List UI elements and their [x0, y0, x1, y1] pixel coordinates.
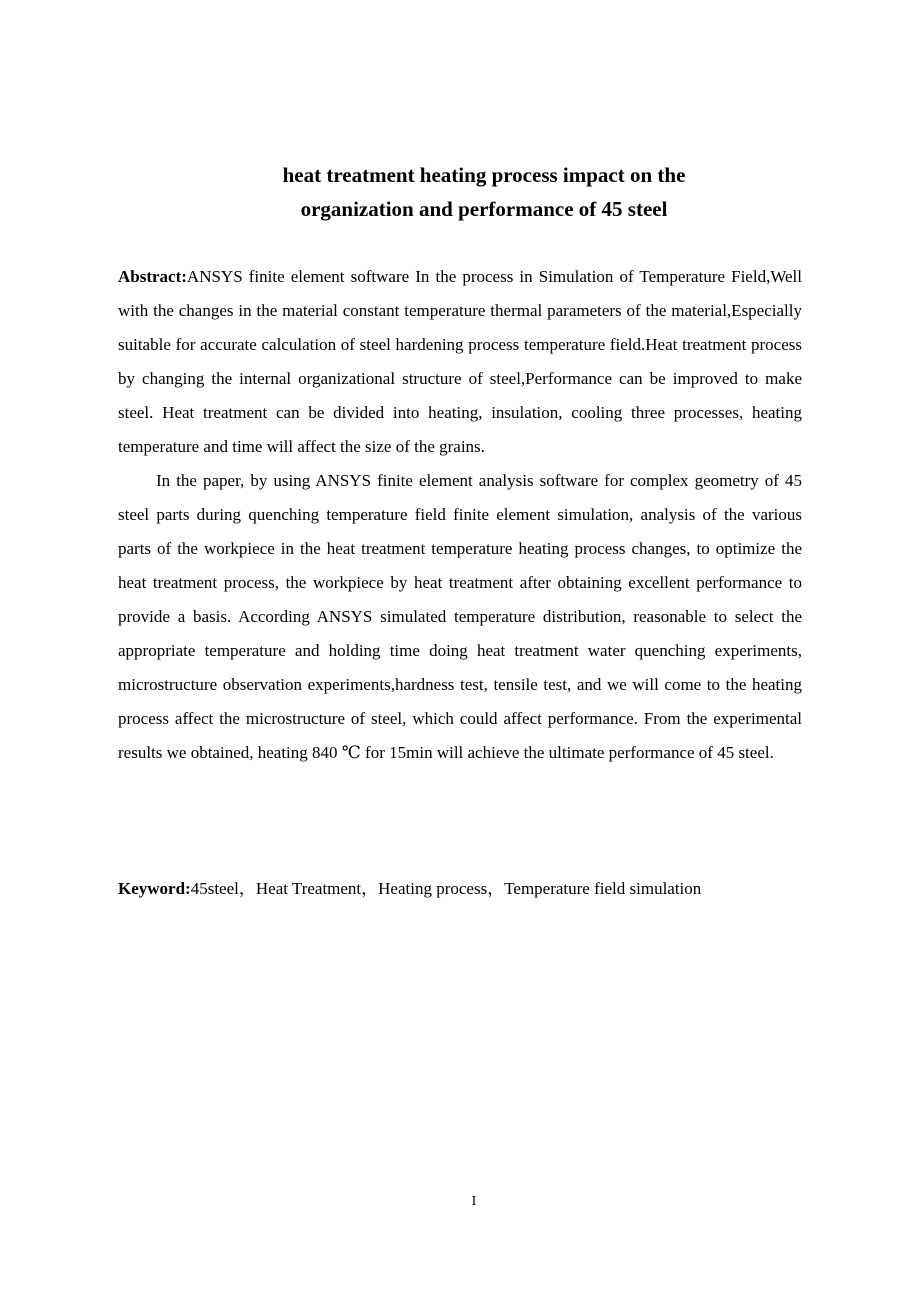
abstract-text-1: ANSYS finite element software In the process in Simulation of Temperature Field,Well with the changes in the material constant temperature thermal parameters of the material,Especially suitable for accurate calculation of steel hardening process temperature field.Heat treatment process by changing the internal organizational structure of steel,Performance can be improved to make steel. Heat treatment can be divided into heating, insulation, cooling three processes, heating temperature and time will affect the size of the grains.	[118, 267, 802, 456]
paper-title	[0, 158, 920, 226]
abstract-paragraph-1	[118, 260, 802, 464]
keyword-label: Keyword:	[118, 879, 191, 898]
abstract-section	[118, 260, 802, 770]
title-line-2: organization and performance of 45 steel	[300, 197, 668, 221]
abstract-label: Abstract:	[118, 267, 187, 286]
keyword-list: 45steel，Heat Treatment，Heating process，Temperature field simulation	[190, 879, 702, 898]
title-line-1: heat treatment heating process impact on the	[282, 163, 686, 187]
keywords-line	[118, 872, 818, 906]
page-number: I	[471, 1194, 477, 1209]
abstract-paragraph-2: In the paper, by using ANSYS finite element analysis software for complex geometry of 45 steel parts during quenching temperature field finite element simulation, analysis of the various parts of the workpiece in the heat treatment temperature heating process changes, to optimize the heat treatment process, the workpiece by heat treatment after obtaining excellent performance to provide a basis. According ANSYS simulated temperature distribution, reasonable to select the appropriate temperature and holding time doing heat treatment water quenching experiments, microstructure observation experiments,hardness test, tensile test, and we will come to the heating process affect the microstructure of steel, which could affect performance. From the experimental results we obtained, heating 840 ℃ for 15min will achieve the ultimate performance of 45 steel.	[118, 471, 802, 762]
